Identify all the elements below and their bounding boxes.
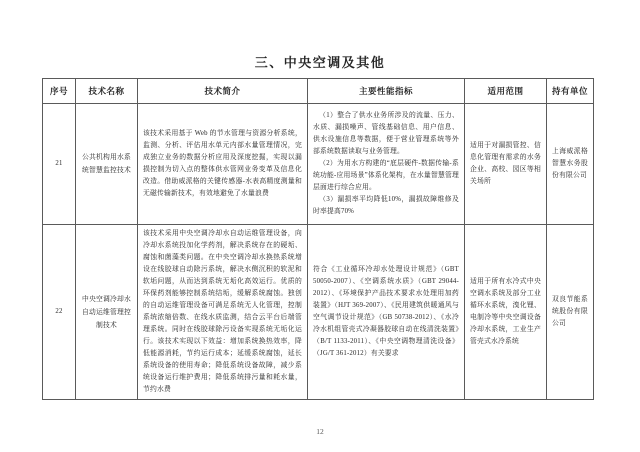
header-serial-number: 序号 [43, 79, 76, 104]
indicator-item: （1）整合了供水业务所涉及的流量、压力、水质、漏损噪声、管线基础信息、用户信息、供水设施信息等数据，便于营业管理系统等外部系统数据读取与业务管理。 [313, 112, 459, 155]
header-tech-intro: 技术简介 [138, 79, 308, 104]
section-title: 三、中央空调及其他 [254, 55, 386, 70]
indicators-cell [308, 225, 465, 400]
scope-text: 适用于所有水冷式中央空调水系统及部分工业循环水系统，溴化锂、电制冷等中央空调设备冷却水系统，工业生产管壳式水冷系统 [470, 278, 541, 345]
serial-number-cell: 21 [43, 104, 76, 225]
tech-intro-text: 该技术采用中央空调冷却水自动运维管理设备，向冷却水系统投加化学药剂，解决系统存在的硬垢、腐蚀和菌藻类问题。在中央空调冷却水换热系统增设在线胶球自动除污系统，解决水侧沉积的软泥和软垢问题，从而达到系统无垢化高效运行。优质的环保药剂能够控制系统结垢，缓解系统腐蚀。独创的自动运维管理设备可满足系统无人化管理，控制系统浓缩倍数、在线水质监测，结合云平台后端管理系统。同时在线胶球除污设备实现系统无垢化运行。该技术实现以下效益：增加系统换热效率，降低能源消耗，节约运行成本；延缓系统腐蚀，延长系统设备的使用寿命；降低系统设备故障，减少系统设备运行维护费用；降低系统排污量和耗水量，节约水费 [143, 230, 302, 393]
scope-cell [465, 104, 547, 225]
table-row [43, 104, 594, 225]
holder-text: 双良节能系统股份有限公司 [552, 296, 588, 327]
tech-intro-cell [138, 225, 308, 400]
tech-name-text: 公共机构用水系统智慧监控技术 [82, 154, 131, 174]
header-performance-indicators: 主要性能指标 [308, 79, 465, 104]
indicator-item: 符合《工业循环冷却水处理设计规范》（GBT 50050-2007）、《空调系统水质》（GBT 29044-2012）、《环境保护产品技术要求水处理用加药装置》（HJT 369-2007）、《民用建筑供暖通风与空气调节设计规范》（GB 50738-2012）、《水冷冷水机组管壳式冷凝器胶球自动在线清洗装置》（B/T 1133-2011）、《中央空调物理清洗设备》（JG/T 361-2012）有关要求 [313, 266, 459, 357]
holder-text: 上海威派格智慧水务股份有限公司 [552, 148, 588, 179]
serial-number-cell: 22 [43, 225, 76, 400]
tech-intro-cell [138, 104, 308, 225]
scope-text: 适用于对漏损管控、信息化管理有需求的水务企业、高校、园区等相关场所 [470, 142, 541, 185]
header-holder-unit: 持有单位 [547, 79, 594, 104]
holder-cell [547, 104, 594, 225]
table-header-row [43, 79, 594, 104]
tech-name-cell [76, 104, 138, 225]
indicator-item: （3）漏损率平均降低10%，漏损故障维修及时率提高70% [313, 196, 459, 215]
tech-intro-text: 该技术采用基于 Web 的节水管理与资源分析系统，监测、分析、评估用水单元内部水量管理情况，完成独立业务的数据分析应用及深度挖掘，实现以漏损控制为切入点的整体供水管网业务变革及信息化改造。借助威派格的关键传感器-水表高精度测量和无磁传输新技术，有效地避免了水量浪费 [143, 130, 302, 197]
table-row [43, 225, 594, 400]
scope-cell [465, 225, 547, 400]
indicators-cell [308, 104, 465, 225]
holder-cell [547, 225, 594, 400]
indicator-item: （2）为用水方构建的“底层硬件-数据传输-系统功能-应用场景”体系化架构，在水量智慧管理层面进行综合应用。 [313, 160, 459, 191]
tech-name-cell [76, 225, 138, 400]
tech-name-text: 中央空调冷却水自动运维管理控制技术 [82, 295, 131, 329]
header-applicable-scope: 适用范围 [465, 79, 547, 104]
page-number: 12 [316, 427, 324, 436]
header-tech-name: 技术名称 [76, 79, 138, 104]
technology-table [42, 78, 594, 400]
